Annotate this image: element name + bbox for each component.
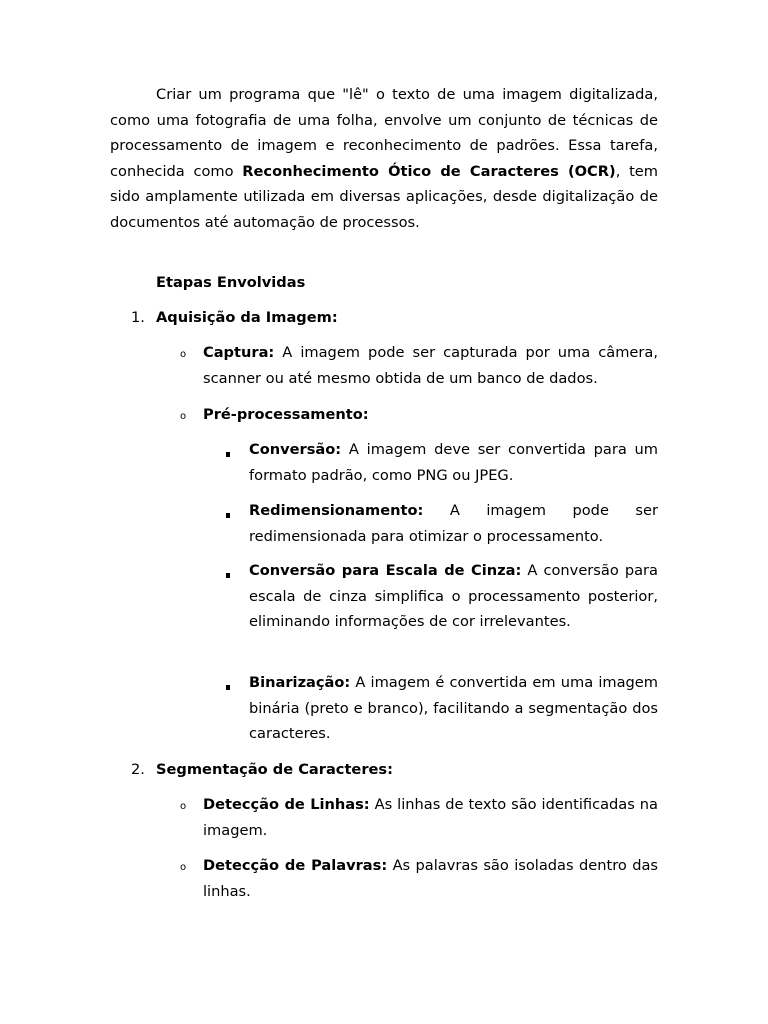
intro-text-2: , tem sido amplamente utilizada em diversas aplicações, desde digitalização de documentos até automação de processos. — [110, 162, 658, 231]
list-item — [203, 792, 658, 843]
list-item — [249, 558, 658, 635]
numbered-item-1 — [131, 305, 338, 331]
item-text: As linhas de texto são identificadas na imagem. — [203, 796, 658, 839]
item-title: Segmentação de Caracteres: — [156, 761, 393, 778]
list-item — [249, 670, 658, 747]
item-label: Captura: — [203, 344, 275, 361]
square-bullet-icon — [226, 685, 230, 690]
list-item — [203, 402, 658, 428]
section-heading: Etapas Envolvidas — [156, 274, 306, 291]
item-text: A conversão para escala de cinza simplifica o processamento posterior, eliminando informações de cor irrelevantes. — [249, 562, 658, 631]
list-item — [203, 853, 658, 904]
item-text: A imagem pode ser redimensionada para otimizar o processamento. — [249, 502, 658, 545]
numbered-item-2 — [131, 757, 393, 783]
item-text: A imagem é convertida em uma imagem binária (preto e branco), facilitando a segmentação dos caracteres. — [249, 674, 658, 743]
list-item — [203, 340, 658, 391]
item-label: Binarização: — [249, 674, 351, 691]
item-label: Detecção de Linhas: — [203, 796, 370, 813]
list-item — [249, 498, 658, 549]
square-bullet-icon — [226, 573, 230, 578]
item-label: Redimensionamento: — [249, 502, 424, 519]
circle-bullet-icon: o — [180, 349, 187, 360]
square-bullet-icon — [226, 452, 230, 457]
circle-bullet-icon: o — [180, 801, 187, 812]
item-text: A imagem deve ser convertida para um formato padrão, como PNG ou JPEG. — [249, 441, 658, 484]
item-label: Conversão para Escala de Cinza: — [249, 562, 522, 579]
circle-bullet-icon: o — [180, 862, 187, 873]
intro-text-1: Criar um programa que "lê" o texto de uma imagem digitalizada, como uma fotografia de uma folha, envolve um conjunto de técnicas de processamento de imagem e reconhecimento de padrões. Essa tarefa, conhecida como — [110, 86, 658, 180]
intro-bold-term: Reconhecimento Ótico de Caracteres (OCR) — [242, 162, 616, 180]
intro-paragraph — [110, 82, 658, 236]
item-label: Pré-processamento: — [203, 406, 369, 423]
item-number: 1. — [131, 309, 145, 326]
list-item — [249, 437, 658, 488]
item-label: Conversão: — [249, 441, 342, 458]
item-title: Aquisição da Imagem: — [156, 309, 338, 326]
item-label: Detecção de Palavras: — [203, 857, 388, 874]
item-text: A imagem pode ser capturada por uma câmera, scanner ou até mesmo obtida de um banco de dados. — [203, 344, 658, 387]
circle-bullet-icon: o — [180, 411, 187, 422]
item-text: As palavras são isoladas dentro das linhas. — [203, 857, 659, 900]
item-number: 2. — [131, 761, 145, 778]
square-bullet-icon — [226, 513, 230, 518]
